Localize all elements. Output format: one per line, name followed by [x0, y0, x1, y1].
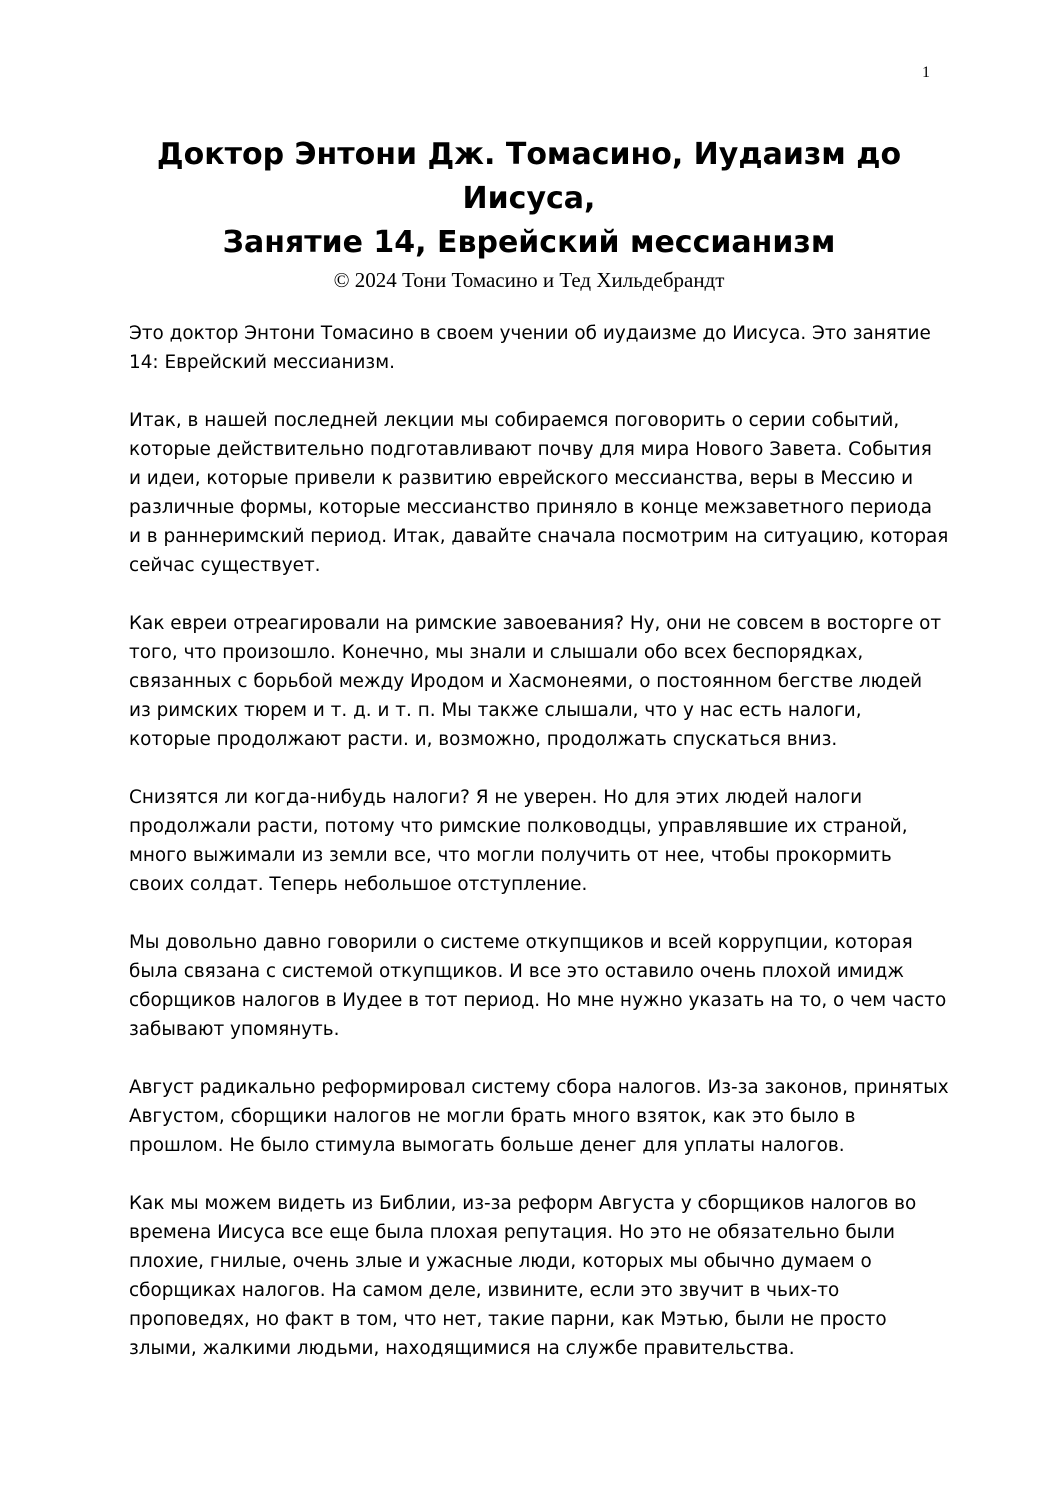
paragraph: Август радикально реформировал систему сбора налогов. Из-за законов, принятых Августом, сборщики налогов не могли брать много взяток, как это было в прошлом. Не было стимула вымогать больше денег для уплаты налогов.: [129, 1077, 949, 1156]
paragraph: Как евреи отреагировали на римские завоевания? Ну, они не совсем в восторге от того, что произошло. Конечно, мы знали и слышали обо всех беспорядках, связанных с борьбой между Иродом и Хасмонеями, о постоянном бегстве людей из римских тюрем и т. д. и т. п. Мы также слышали, что у нас есть налоги, которые продолжают расти. и, возможно, продолжать спускаться вниз.: [129, 613, 942, 750]
paragraph: Итак, в нашей последней лекции мы собираемся поговорить о серии событий, которые действительно подготавливают почву для мира Нового Завета. События и идеи, которые привели к развитию еврейского мессианства, веры в Мессию и различные формы, которые мессианство приняло в конце межзаветного периода и в раннеримский период. Итак, давайте сначала посмотрим на ситуацию, которая сейчас существует.: [129, 410, 949, 576]
title-line-1: Доктор Энтони Дж. Томасино, Иудаизм до: [156, 137, 902, 172]
copyright-notice: © 2024 Тони Томасино и Тед Хильдебрандт: [333, 268, 725, 292]
paragraph: Это доктор Энтони Томасино в своем учении об иудаизме до Иисуса. Это занятие 14: Еврейский мессианизм.: [129, 323, 931, 373]
paragraph: Снизятся ли когда-нибудь налоги? Я не уверен. Но для этих людей налоги продолжали расти, потому что римские полководцы, управлявшие их страной, много выжимали из земли все, что могли получить от нее, чтобы прокормить своих солдат. Теперь небольшое отступление.: [129, 787, 908, 895]
page-number: 1: [922, 64, 930, 81]
document-body: [129, 319, 949, 1392]
title-line-2: Иисуса,: [462, 181, 596, 216]
paragraph: Мы довольно давно говорили о системе откупщиков и всей коррупции, которая была связана с системой откупщиков. И все это оставило очень плохой имидж сборщиков налогов в Иудее в тот период. Но мне нужно указать на то, о чем часто забывают упомянуть.: [129, 932, 947, 1040]
title-line-3: Занятие 14, Еврейский мессианизм: [222, 225, 836, 260]
document-title: [100, 133, 958, 265]
paragraph: Как мы можем видеть из Библии, из-за реформ Августа у сборщиков налогов во времена Иисуса все еще была плохая репутация. Но это не обязательно были плохие, гнилые, очень злые и ужасные люди, которых мы обычно думаем о сборщиках налогов. На самом деле, извините, если это звучит в чьих-то проповедях, но факт в том, что нет, такие парни, как Мэтью, были не просто злыми, жалкими людьми, находящимися на службе правительства.: [129, 1193, 917, 1359]
